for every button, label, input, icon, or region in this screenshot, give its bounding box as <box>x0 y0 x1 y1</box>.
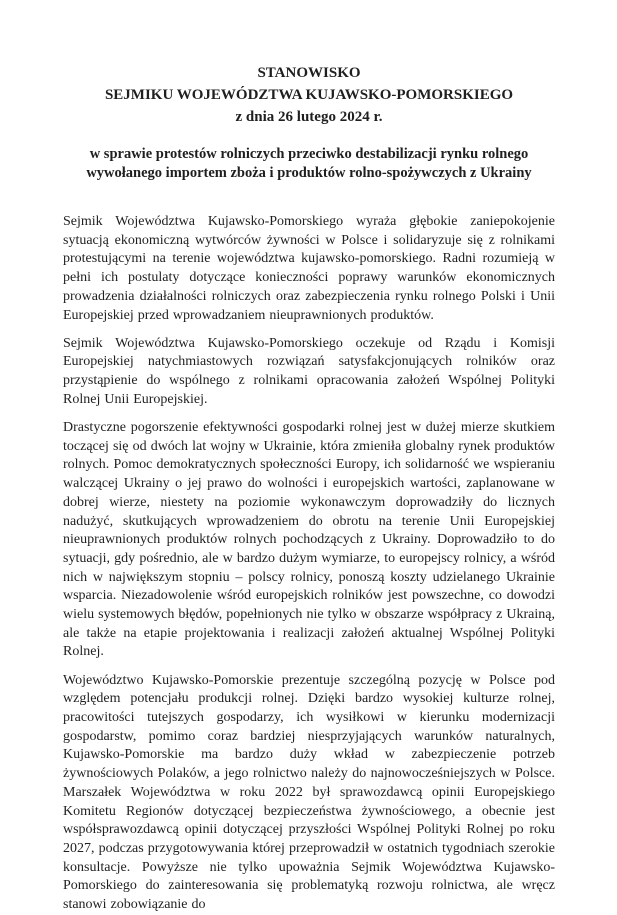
paragraph-3: Drastyczne pogorszenie efektywności gospodarki rolnej jest w dużej mierze skutkiem toczącej się od dwóch lat wojny w Ukrainie, która zmieniła globalny rynek produktów rolnych. Pomoc demokratycznych społeczności Europy, ich solidarność we wspieraniu walczącej Ukrainy o jej prawo do wolności i europejskich wartości, zaplanowane w dobrej wierze, niestety na poziomie wykonawczym doprowadziły do licznych nadużyć, skutkujących wprowadzeniem do obrotu na terenie Unii Europejskiej nieuprawnionych produktów rolnych pochodzących z Ukrainy. Doprowadziło to do sytuacji, gdy pośrednio, ale w bardzo dużym wymiarze, to europejscy rolnicy, a wśród nich w największym stopniu – polscy rolnicy, ponoszą koszty udzielanego Ukrainie wsparcia. Niezadowolenie wśród europejskich rolników jest powszechne, co dowodzi wielu systemowych błędów, popełnionych nie tylko w obszarze współpracy z Ukrainą, ale także na etapie projektowania i realizacji założeń aktualnej Wspólnej Polityki Rolnej. <box>63 420 555 660</box>
paragraph-4: Województwo Kujawsko-Pomorskie prezentuje szczególną pozycję w Polsce pod względem potencjału produkcji rolnej. Dzięki bardzo wysokiej kulturze rolnej, pracowitości tutejszych gospodarzy, ich wysiłkowi w kierunku modernizacji gospodarstw, pomimo coraz bardziej niesprzyjających warunków naturalnych, Kujawsko-Pomorskie ma bardzo duży wkład w zabezpieczenie potrzeb żywnościowych Polaków, a jego rolnictwo należy do najnowocześniejszych w Polsce. Marszałek Województwa w roku 2022 był sprawozdawcą opinii Europejskiego Komitetu Regionów dotyczącej bezpieczeństwa żywnościowego, a obecnie jest współsprawozdawcą opinii dotyczącej przyszłości Wspólnej Polityki Rolnej po roku 2027, podczas przygotowywania której przeprowadził w ostatnich tygodniach szerokie konsultacje. Powyższe nie tylko upoważnia Sejmik Województwa Kujawsko-Pomorskiego do zainteresowania się problematyką rozwoju rolnictwa, ale wręcz stanowi zobowiązanie do <box>63 672 555 913</box>
doc-subject: w sprawie protestów rolniczych przeciwko destabilizacji rynku rolnego wywołanego importem zboża i produktów rolno-spożywczych z Ukrainy <box>86 146 532 181</box>
paragraph-2: Sejmik Województwa Kujawsko-Pomorskiego oczekuje od Rządu i Komisji Europejskiej natychmiastowych rozwiązań satysfakcjonujących rolników oraz przystąpienie do wspólnego z rolnikami opracowania założeń Wspólnej Polityki Rolnej Unii Europejskiej. <box>63 335 555 407</box>
document-header <box>63 62 555 128</box>
paragraph-1: Sejmik Województwa Kujawsko-Pomorskiego wyraża głębokie zaniepokojenie sytuacją ekonomiczną wytwórców żywności w Polsce i solidaryzuje się z rolnikami protestującymi na terenie województwa kujawsko-pomorskiego. Radni rozumieją w pełni ich postulaty dotyczące konieczności poprawy warunków ekonomicznych prowadzenia działalności rolniczych oraz zabezpieczenia rynku rolnego Polski i Unii Europejskiej przed wprowadzaniem nieuprawnionych produktów. <box>63 214 555 323</box>
document-body <box>63 213 555 915</box>
doc-title-date-line: z dnia 26 lutego 2024 r. <box>235 109 383 125</box>
doc-title-line-1: STANOWISKO <box>257 65 361 81</box>
doc-title-line-2: SEJMIKU WOJEWÓDZTWA KUJAWSKO-POMORSKIEGO <box>104 87 514 103</box>
